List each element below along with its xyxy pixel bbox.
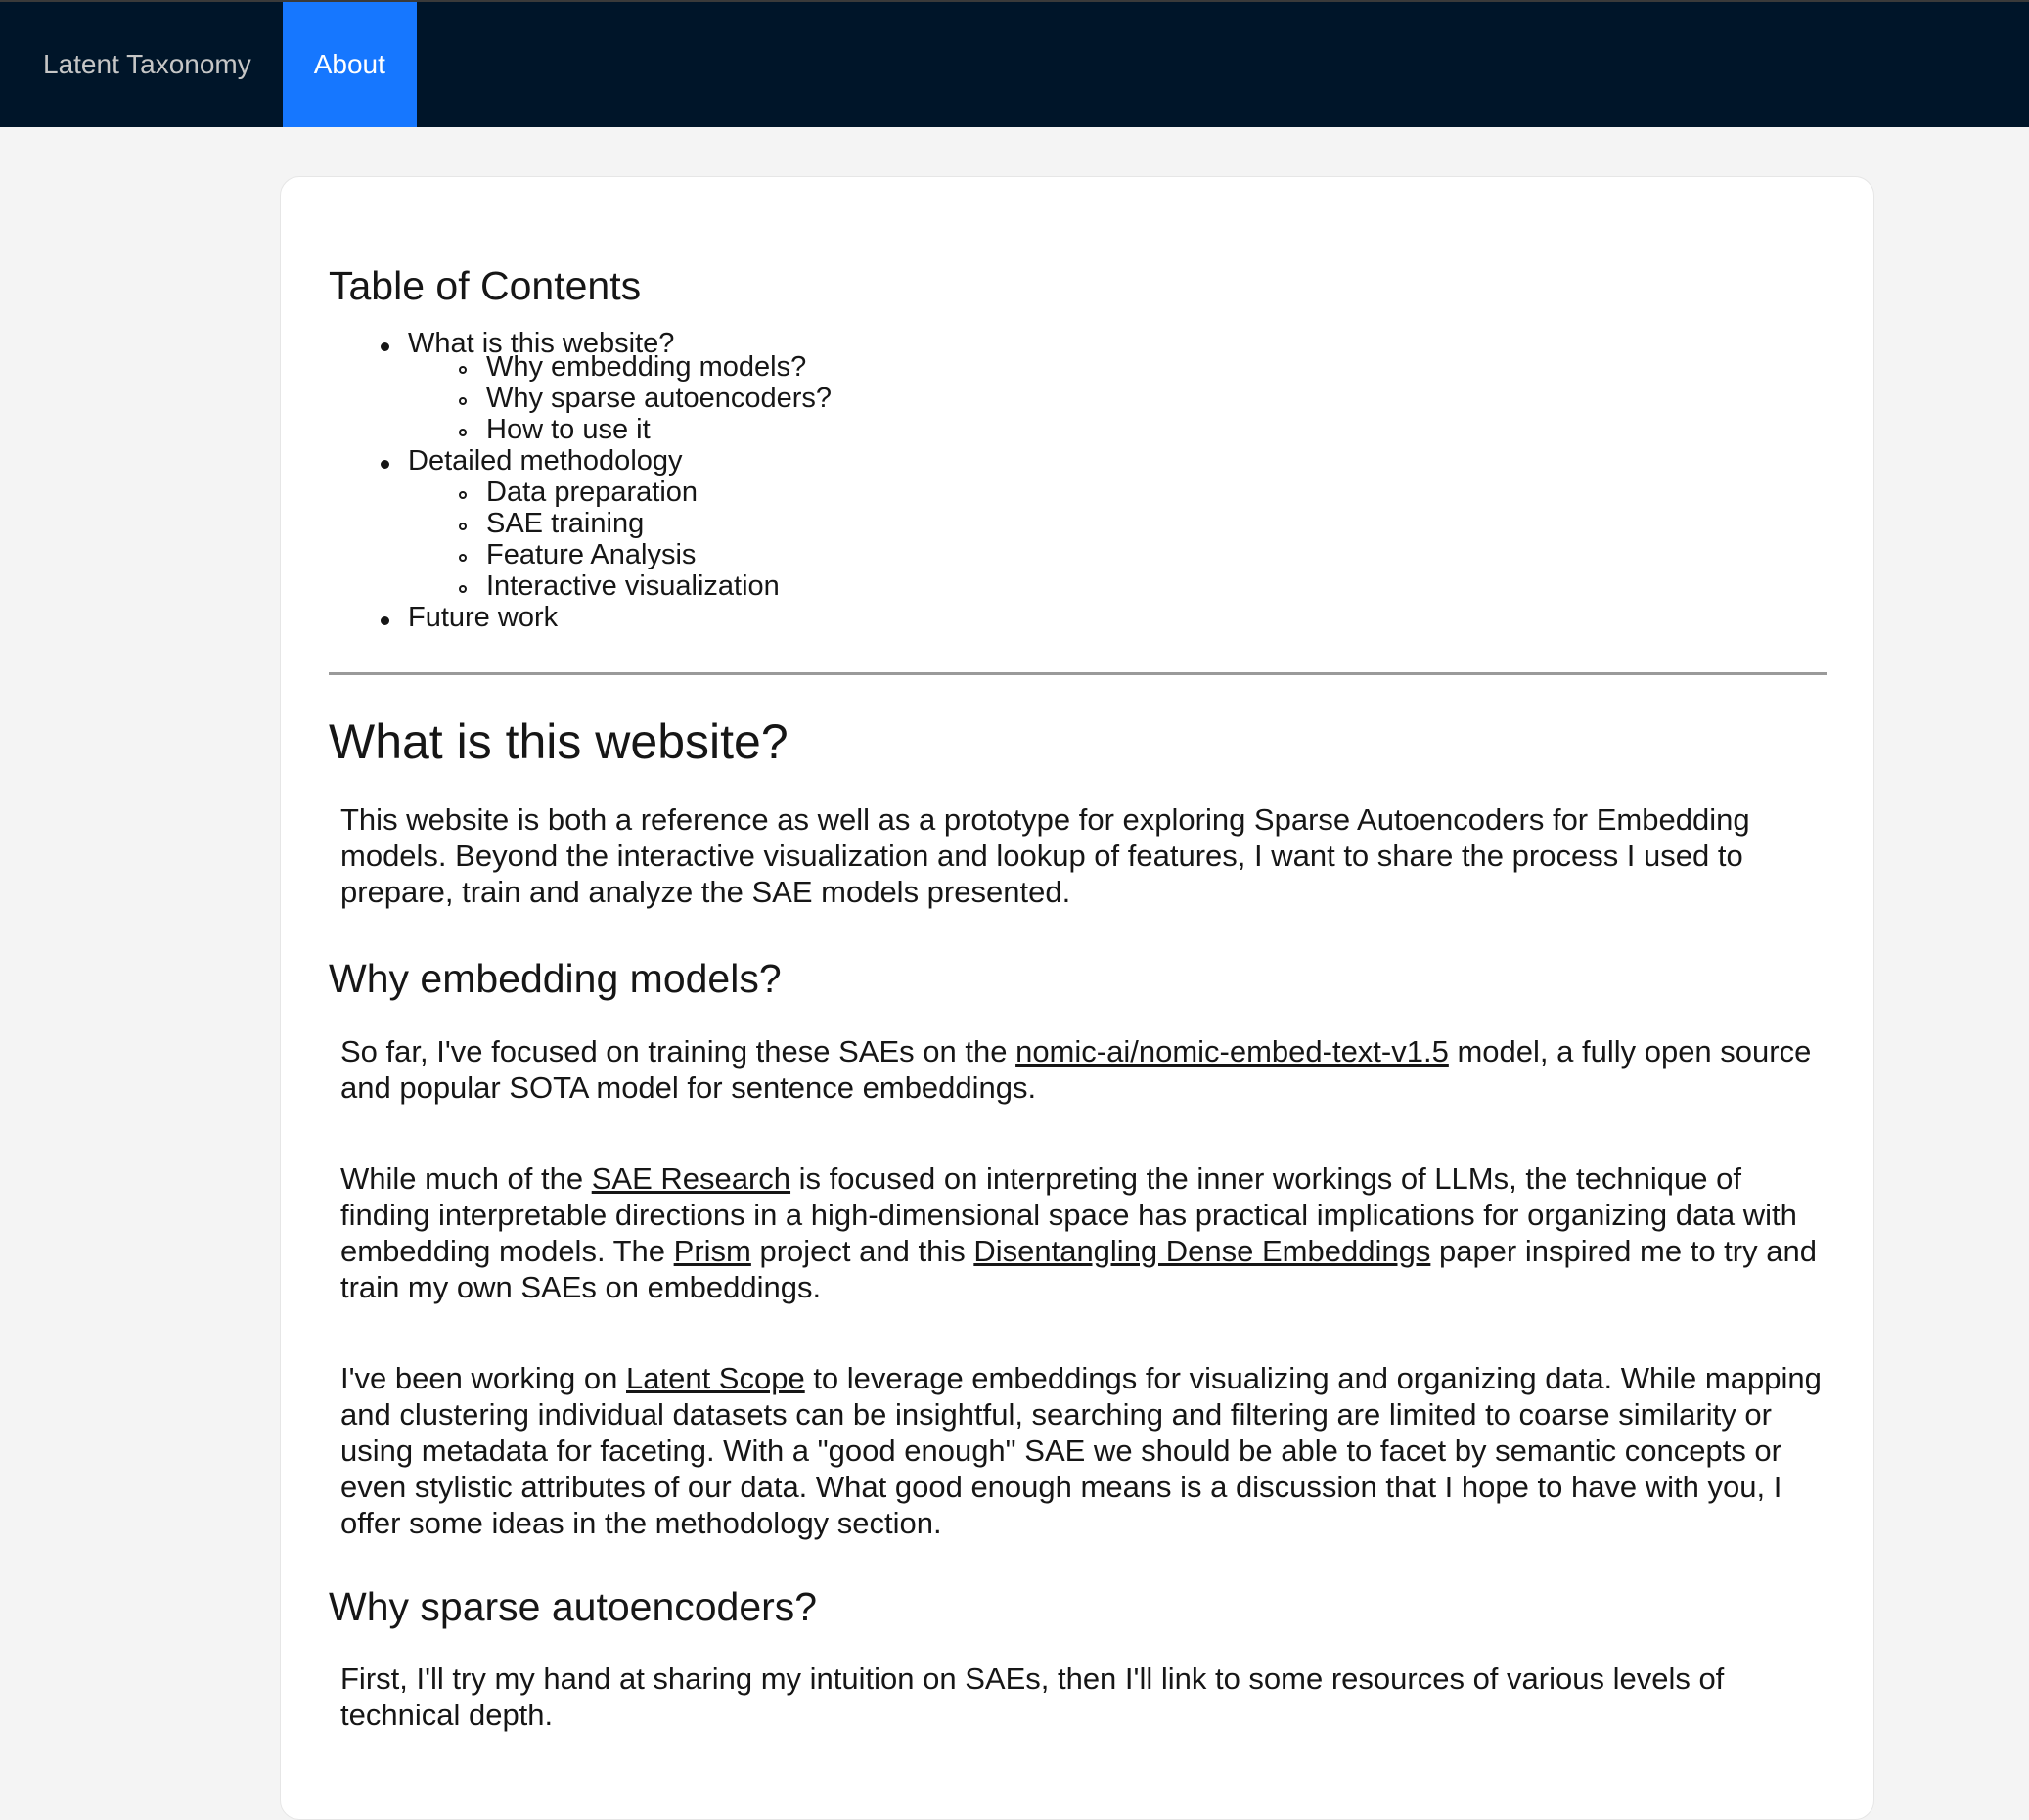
toc-item[interactable]: [486, 414, 651, 445]
bullet-icon: [381, 616, 389, 625]
bullet-icon: [381, 460, 389, 469]
embedding-paragraph-1: So far, I've focused on training these SAEs on the nomic-ai/nomic-embed-text-v1.5 model, a fully open source and popular SOTA model for sentence embeddings.: [340, 1034, 1812, 1105]
prism-link[interactable]: Prism: [673, 1234, 751, 1268]
nomic-model-link[interactable]: nomic-ai/nomic-embed-text-v1.5: [1015, 1034, 1449, 1069]
toc-item[interactable]: [486, 383, 832, 414]
toc-item[interactable]: [408, 602, 558, 633]
bullet-icon: [459, 366, 467, 374]
bullet-icon: [459, 429, 467, 436]
nav-brand-link[interactable]: Latent Taxonomy: [43, 49, 251, 79]
sae-research-link[interactable]: SAE Research: [591, 1161, 791, 1196]
toc-item[interactable]: [486, 539, 696, 570]
toc-link[interactable]: How to use it: [486, 414, 651, 445]
section-heading-what-is-this-website: What is this website?: [329, 714, 789, 769]
section-heading-why-embedding-models: Why embedding models?: [329, 956, 782, 1001]
toc-link[interactable]: Interactive visualization: [486, 570, 780, 602]
bullet-icon: [459, 554, 467, 562]
toc-item[interactable]: [486, 570, 780, 602]
toc-link[interactable]: Future work: [408, 602, 559, 633]
embedding-paragraph-2: While much of the SAE Research is focused on interpreting the inner workings of LLMs, the technique of finding interpretable directions in a high-dimensional space has practical implications for organizing data with embedding models. The Prism project and this Disentangling Dense Embeddings paper inspired me to try and train my own SAEs on embeddings.: [340, 1161, 1817, 1304]
content-card: [280, 176, 1874, 1820]
top-navbar: [0, 0, 2029, 127]
toc-link[interactable]: Detailed methodology: [408, 445, 683, 477]
toc-link[interactable]: What is this website?: [408, 328, 675, 359]
toc-link[interactable]: Why embedding models?: [486, 351, 807, 383]
toc-link[interactable]: Data preparation: [486, 477, 699, 508]
toc-item[interactable]: [486, 477, 698, 508]
divider: [329, 672, 1827, 675]
toc-item[interactable]: [486, 351, 806, 383]
bullet-icon: [459, 397, 467, 405]
bullet-icon: [381, 342, 389, 351]
latent-scope-link[interactable]: Latent Scope: [626, 1361, 805, 1395]
disentangling-paper-link[interactable]: Disentangling Dense Embeddings: [973, 1234, 1431, 1268]
bullet-icon: [459, 585, 467, 593]
nav-about-tab[interactable]: About: [283, 2, 417, 127]
section-heading-why-sparse-autoencoders: Why sparse autoencoders?: [329, 1584, 818, 1629]
toc-item[interactable]: [408, 445, 683, 477]
toc-link[interactable]: Why sparse autoencoders?: [486, 383, 833, 414]
toc-item[interactable]: [486, 508, 644, 539]
bullet-icon: [459, 523, 467, 530]
bullet-icon: [459, 491, 467, 499]
embedding-paragraph-3: I've been working on Latent Scope to leverage embeddings for visualizing and organizing data. While mapping and clustering individual datasets can be insightful, searching and filtering are limited to coarse similarity or using metadata for faceting. With a "good enough" SAE we should be able to facet by semantic concepts or even stylistic attributes of our data. What good enough means is a discussion that I hope to have with you, I offer some ideas in the methodology section.: [340, 1361, 1822, 1540]
toc-title: Table of Contents: [329, 263, 642, 308]
intro-paragraph: This website is both a reference as well as a prototype for exploring Sparse Autoencoders for Embedding models. Beyond the interactive visualization and lookup of features, I want to share the process I used to prepare, train and analyze the SAE models presented.: [340, 802, 1750, 909]
toc-link[interactable]: SAE training: [486, 508, 645, 539]
toc-link[interactable]: Feature Analysis: [486, 539, 697, 570]
sae-intro-paragraph: First, I'll try my hand at sharing my intuition on SAEs, then I'll link to some resources of various levels of technical depth.: [340, 1661, 1725, 1732]
